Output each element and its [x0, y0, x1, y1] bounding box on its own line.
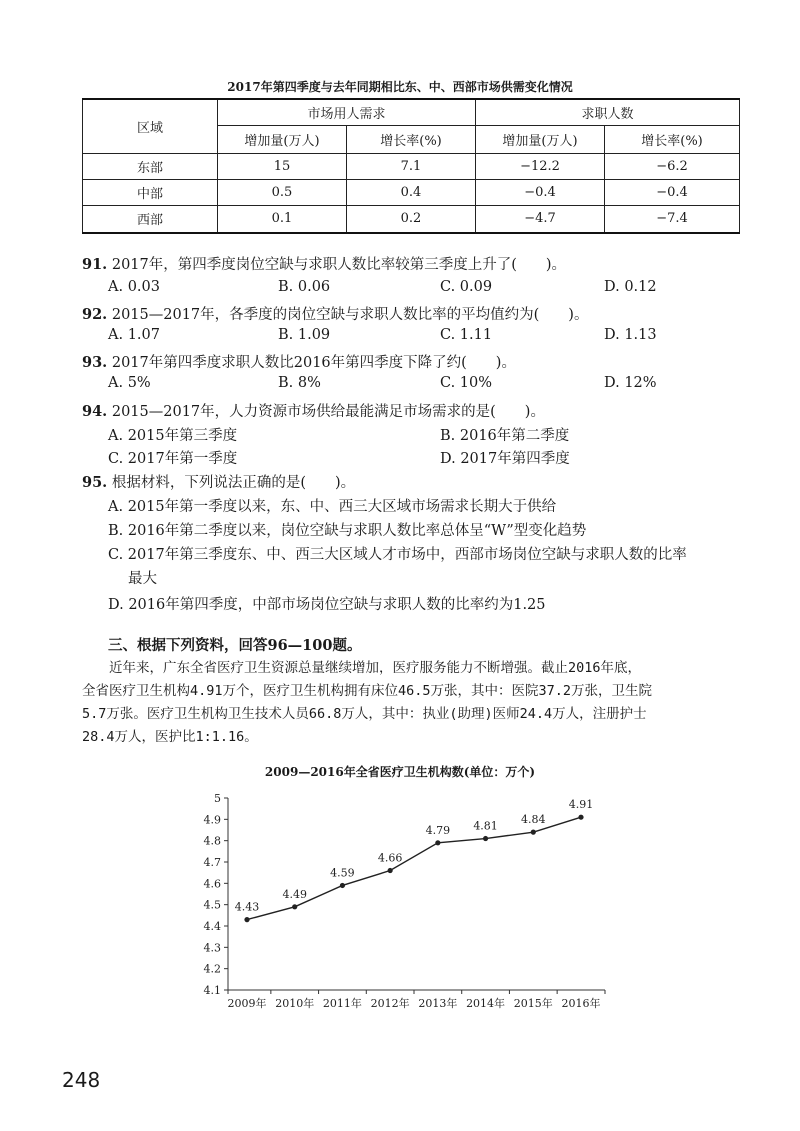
data-label: 4.43 [234, 900, 260, 914]
y-tick-label: 4.4 [203, 920, 221, 933]
paragraph-line: 5.7万张。医疗卫生机构卫生技术人员66.8万人，其中：执业(助理)医师24.4万人，注册护士 [82, 706, 647, 722]
option: C. 10% [440, 375, 493, 391]
x-tick-label: 2015年 [513, 997, 553, 1010]
col-header: 增长率(%) [347, 125, 476, 153]
region-header: 区域 [83, 99, 218, 153]
x-tick-label: 2010年 [275, 997, 315, 1010]
cell: 0.2 [347, 205, 476, 233]
cell: −12.2 [476, 153, 605, 179]
col-header: 增加量(万人) [476, 125, 605, 153]
section-heading: 三、根据下列资料，回答96—100题。 [108, 637, 362, 654]
option: D. 0.12 [604, 279, 657, 295]
data-point [435, 840, 440, 845]
option: C. 2017年第一季度 [108, 451, 238, 467]
cell: 7.1 [347, 153, 476, 179]
cell: −0.4 [476, 179, 605, 205]
cell: −7.4 [605, 205, 740, 233]
option: B. 0.06 [278, 279, 331, 295]
x-tick-label: 2012年 [370, 997, 410, 1010]
y-tick-label: 4.7 [203, 856, 221, 869]
row-label: 中部 [83, 179, 218, 205]
option: A. 2015年第三季度 [108, 428, 238, 444]
option: C. 2017年第三季度东、中、西三大区域人才市场中，西部市场岗位空缺与求职人数的比率 [108, 547, 687, 563]
option: D. 12% [604, 375, 657, 391]
data-label: 4.59 [330, 866, 355, 880]
option: D. 2016年第四季度，中部市场岗位空缺与求职人数的比率约为1.25 [108, 597, 546, 613]
table-row [83, 179, 740, 205]
option: B. 2016年第二季度以来，岗位空缺与求职人数比率总体呈“W”型变化趋势 [108, 523, 587, 539]
question-text: 2017年第四季度求职人数比2016年第四季度下降了约( )。 [111, 355, 516, 371]
x-tick-label: 2009年 [227, 997, 267, 1010]
option-continuation: 最大 [128, 571, 157, 587]
question-text: 2015—2017年，各季度的岗位空缺与求职人数比率的平均值约为( )。 [111, 307, 589, 323]
cell: −0.4 [605, 179, 740, 205]
question-text: 根据材料，下列说法正确的是( )。 [111, 475, 356, 491]
question-number: 93. [82, 354, 108, 371]
option: B. 2016年第二季度 [440, 428, 570, 444]
group-header-seekers: 求职人数 [476, 99, 740, 125]
data-label: 4.66 [377, 851, 403, 865]
cell: 0.1 [218, 205, 347, 233]
data-point [388, 868, 393, 873]
question-number: 95. [82, 474, 108, 491]
data-point [292, 904, 297, 909]
table-title: 2017年第四季度与去年同期相比东、中、西部市场供需变化情况 [227, 80, 573, 94]
option: D. 1.13 [604, 327, 657, 343]
data-label: 4.81 [473, 819, 498, 833]
question-text: 2015—2017年，人力资源市场供给最能满足市场需求的是( )。 [111, 404, 545, 420]
option: A. 1.07 [108, 327, 160, 343]
question-text: 2017年，第四季度岗位空缺与求职人数比率较第三季度上升了( )。 [111, 257, 567, 273]
paragraph-line: 近年来，广东全省医疗卫生资源总量继续增加，医疗服务能力不断增强。截止2016年底， [82, 660, 642, 676]
col-header: 增长率(%) [605, 125, 740, 153]
y-tick-label: 4.9 [203, 813, 221, 827]
supply-demand-table [82, 98, 740, 234]
data-point [531, 830, 536, 835]
option: D. 2017年第四季度 [440, 451, 570, 467]
col-header: 增加量(万人) [218, 125, 347, 153]
question-number: 92. [82, 306, 108, 323]
question-number: 91. [82, 256, 108, 273]
x-tick-label: 2013年 [418, 997, 458, 1010]
question-number: 94. [82, 403, 108, 420]
paragraph-line: 28.4万人，医护比1:1.16。 [82, 729, 258, 745]
question-94 [82, 400, 545, 421]
question-93 [82, 351, 516, 372]
option: C. 0.09 [440, 279, 493, 295]
x-tick-label: 2014年 [466, 997, 506, 1010]
page-number: 248 [62, 1068, 101, 1092]
line-chart [0, 780, 800, 1020]
cell: 15 [218, 153, 347, 179]
y-tick-label: 4.6 [203, 877, 221, 891]
question-91 [82, 253, 566, 274]
y-tick-label: 4.1 [203, 984, 221, 997]
data-label: 4.91 [568, 798, 594, 812]
cell: −4.7 [476, 205, 605, 233]
x-tick-label: 2011年 [322, 997, 362, 1010]
row-label: 西部 [83, 205, 218, 233]
cell: 0.4 [347, 179, 476, 205]
x-tick-label: 2016年 [561, 997, 601, 1010]
option: B. 1.09 [278, 327, 331, 343]
y-tick-label: 4.5 [203, 898, 221, 912]
option: A. 2015年第一季度以来，东、中、西三大区域市场需求长期大于供给 [108, 499, 557, 515]
option: A. 0.03 [108, 279, 160, 295]
option: B. 8% [278, 375, 321, 391]
cell: −6.2 [605, 153, 740, 179]
data-point [483, 836, 488, 841]
option: C. 1.11 [440, 327, 493, 343]
question-95 [82, 471, 355, 492]
paragraph-line: 全省医疗卫生机构4.91万个，医疗卫生机构拥有床位46.5万张，其中：医院37.2万张，卫生院 [82, 683, 653, 699]
data-label: 4.49 [282, 887, 307, 901]
table-row [83, 153, 740, 179]
data-label: 4.79 [425, 823, 451, 837]
data-point [578, 815, 583, 820]
y-tick-label: 5 [214, 792, 221, 805]
group-header-demand: 市场用人需求 [218, 99, 476, 125]
option: A. 5% [108, 375, 151, 391]
cell: 0.5 [218, 179, 347, 205]
y-tick-label: 4.3 [203, 941, 221, 955]
y-tick-label: 4.2 [203, 962, 221, 976]
data-point [340, 883, 345, 888]
table-row [83, 205, 740, 233]
y-tick-label: 4.8 [203, 834, 221, 848]
section-paragraph [82, 657, 742, 749]
question-92 [82, 303, 588, 324]
chart-title: 2009—2016年全省医疗卫生机构数(单位：万个) [264, 765, 536, 779]
row-label: 东部 [83, 153, 218, 179]
data-label: 4.84 [521, 813, 546, 827]
data-point [244, 917, 249, 922]
